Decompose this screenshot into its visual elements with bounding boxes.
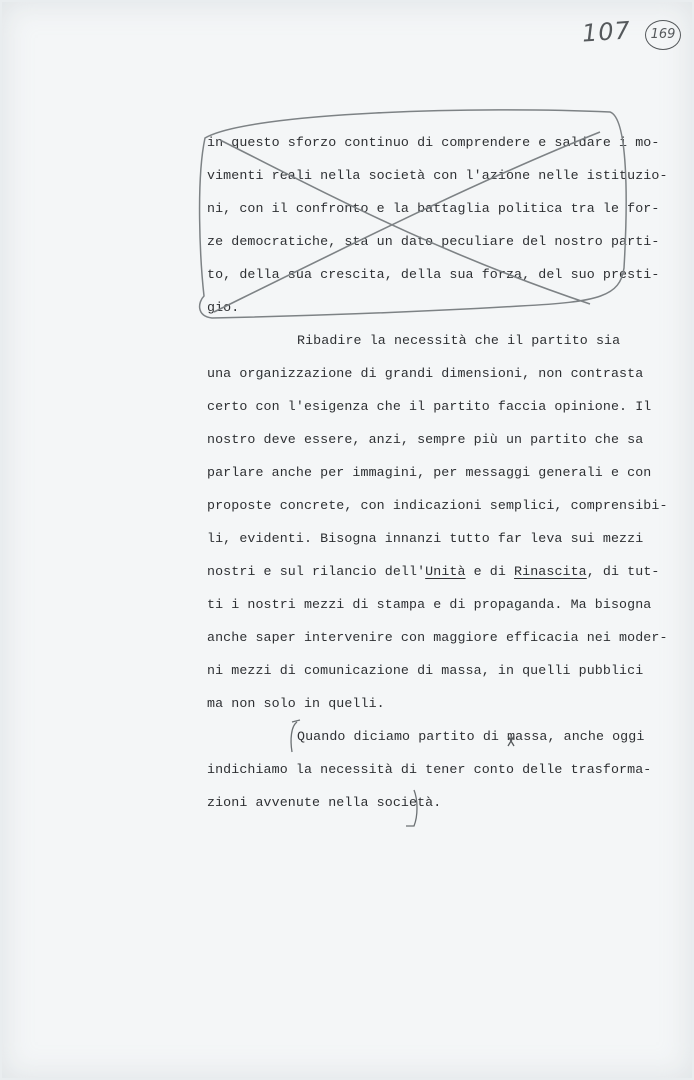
crossed-line-5: to, della sua crescita, della sua forza, del suo presti-	[207, 267, 660, 282]
para1-line-10: anche saper intervenire con maggiore efficacia nei moder-	[207, 630, 668, 645]
para2-line-1: Quando diciamo partito di massa, anche oggi	[297, 729, 645, 744]
line8-mid: e di	[465, 564, 515, 579]
para2-line-3: zioni avvenute nella società.	[207, 795, 442, 810]
para1-line-2: una organizzazione di grandi dimensioni, non contrasta	[207, 366, 644, 381]
para1-line-6: proposte concrete, con indicazioni semplici, comprensibi-	[207, 498, 668, 513]
para1-line-3: certo con l'esigenza che il partito faccia opinione. Il	[207, 399, 652, 414]
crossed-line-6: gio.	[207, 300, 240, 315]
para1-line-11: ni mezzi di comunicazione di massa, in quelli pubblici	[207, 663, 644, 678]
para1-line-4: nostro deve essere, anzi, sempre più un partito che sa	[207, 432, 644, 447]
para2-line-2: indichiamo la necessità di tener conto delle trasforma-	[207, 762, 652, 777]
unita-title: Unità	[425, 564, 466, 579]
rinascita-title: Rinascita	[514, 564, 587, 579]
page-number: 107	[581, 16, 632, 48]
para1-line-1: Ribadire la necessità che il partito sia	[297, 333, 621, 348]
para1-line-8	[207, 564, 659, 579]
para1-line-12: ma non solo in quelli.	[207, 696, 385, 711]
para1-line-5: parlare anche per immagini, per messaggi generali e con	[207, 465, 652, 480]
archive-number-circled: 169	[645, 20, 681, 50]
para1-line-9: ti i nostri mezzi di stampa e di propaganda. Ma bisogna	[207, 597, 652, 612]
crossed-line-1: in questo sforzo continuo di comprendere e saldare i mo-	[207, 135, 660, 150]
crossed-line-3: ni, con il confronto e la battaglia politica tra le for-	[207, 201, 660, 216]
crossed-line-2: vimenti reali nella società con l'azione nelle istituzio-	[207, 168, 668, 183]
line8-pre: nostri e sul rilancio dell'	[207, 564, 426, 579]
para1-line-7: li, evidenti. Bisogna innanzi tutto far leva sui mezzi	[207, 531, 644, 546]
crossed-line-4: ze democratiche, sta un dato peculiare del nostro parti-	[207, 234, 660, 249]
line8-post: , di tut-	[586, 564, 660, 579]
